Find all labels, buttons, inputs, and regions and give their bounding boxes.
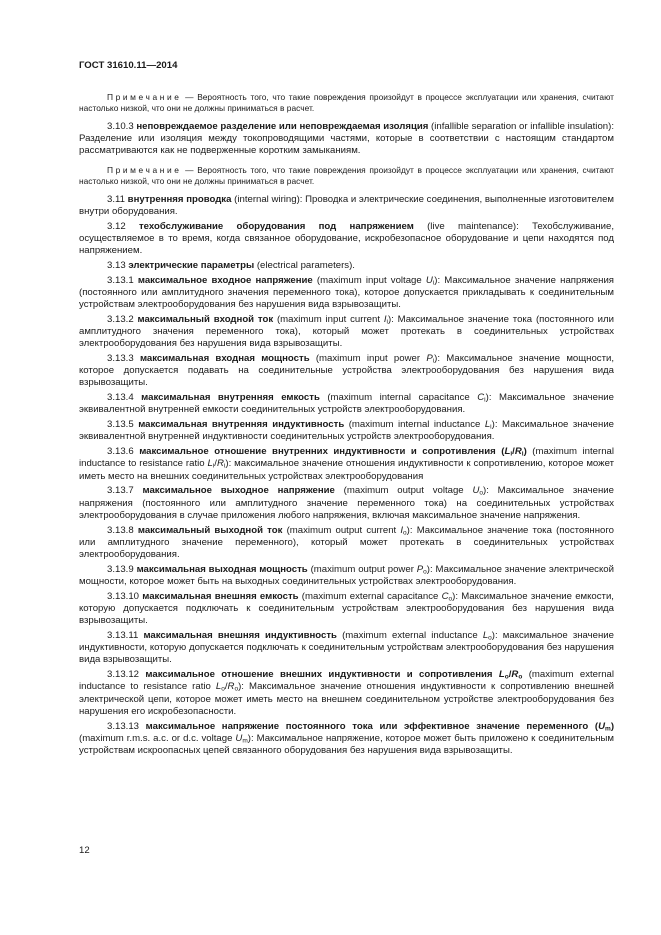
term-3-13-8: 3.13.8 максимальный выходной ток (maximum output current $I_o$): Максимальное значение тока (постоянного или амплитудного значение переменного), который может протекать в соединительных устройствах электрооборудования. [79,524,614,561]
term-3-13: 3.13 электрические параметры (electrical parameters). [107,259,355,271]
term-3-13-3: 3.13.3 максимальная входная мощность (maximum input power $P_i$): Максимальное значение мощности, которое допускается подавать на соединительные устройства электрооборудования без нарушения вида взрывозащиты. [79,353,614,389]
term-title: максимальное напряжение постоянного тока или эффективное значение переменного [145,720,589,732]
note [79,165,614,187]
page-number: 12 [79,845,90,856]
term-3-13-5: 3.13.5 максимальная внутренняя индуктивность (maximum internal inductance $L_i$): Максимальное значение эквивалентной внутренней индуктивности соединительных устройств электрооборудования. [79,419,615,443]
term-title: максимальная внешняя индуктивность [143,630,337,642]
term-3-13-11: 3.13.11 максимальная внешняя индуктивность (maximum external inductance $L_o$): максимальное значение индуктивности, которую допускается подключать к соединительным устройствам электрооборудования без нарушения вида взрывозащиты. [79,630,614,666]
note-label: Примечание [107,164,182,175]
term-3-13-10: 3.13.10 максимальная внешняя емкость (maximum external capacitance $C_o$): Максимальное значение емкости, которую допускается подключать к соединительным устройствам электрооборудования без нарушения вида взрывозащиты. [79,590,614,627]
term-title: техобслуживание оборудования под напряжением [138,220,414,232]
note [79,92,614,114]
term-title: максимальная внутренняя индуктивность [138,419,345,431]
term-3-13-4: 3.13.4 максимальная внутренняя емкость (maximum internal capacitance $C_i$): Максимальное значение эквивалентной внутренней емкости соединительных устройств электрооборудования. [79,392,614,416]
term-3-13-1: 3.13.1 максимальное входное напряжение (maximum input voltage $U_i$): Максимальное значение напряжения (постоянного или амплитудного значения переменного тока), которое допускается прикладывать к соединительным устройствам электрооборудования без нарушения вида взрывозащиты. [79,274,615,311]
term-title: максимальная внешняя емкость [142,590,299,602]
term-3-13-7: 3.13.7 максимальное выходное напряжение (maximum output voltage $U_o$): Максимальное значение напряжения (постоянного или амплитудного значение переменного тока) на соединительных устройствах электрооборудования в случае приложения любого напряжения, включая максимальное значение напряжения. [79,485,614,521]
term-title: максимальное отношение внутренних индуктивности и сопротивления [139,446,496,458]
term-3-13-13: 3.13.13 максимальное напряжение постоянного тока или эффективное значение переменного $(U_m)$ (maximum r.m.s. a.c. or d.c. voltage $U_m$): Максимальное напряжение, которое может быть приложено к соединительным устройствам искроопасных цепей связанного оборудования без нарушения вида взрывозащиты. [79,720,615,757]
term-3-13-6: 3.13.6 максимальное отношение внутренних индуктивности и сопротивления $(L_i/R_i)$ (maximum internal inductance to resistance ratio $L_i/R_i$): максимальное значение отношения индуктивности к сопротивлению, которое может иметь место на внешних соединительных устройствах электрооборудования [79,446,615,482]
term-title: максимальный входной ток [137,313,274,325]
term-3-10-3: 3.10.3 неповреждаемое разделение или неповреждаемая изоляция (infallible separation or infallible insulation): Разделение или изоляция между токопроводящими частями, которые в соответствии с настоящим стандартом рассматриваются как не подверженные коротким замыканиям. [79,121,614,157]
term-3-13-12: 3.13.12 максимальное отношение внешних индуктивности и сопротивления $L_o/R_o$ (maximum external inductance to resistance ratio $L_o/R_o$): Максимальное значение отношения индуктивности к сопротивлению внешней электрической цепи, которое может иметь место на внешнем соединительном устройстве электрооборудования без нарушения его искробезопасности. [79,669,615,717]
term-title: максимальное выходное напряжение [142,485,335,497]
term-title: максимальное входное напряжение [137,274,313,286]
term-title: электрические параметры [128,259,255,271]
term-3-13-9: 3.13.9 максимальная выходная мощность (maximum output power $P_o$): Максимальное значение электрической мощности, которое может быть на выходных соединительных устройствах электрооборудования. [79,563,614,588]
term-3-12: 3.12 техобслуживание оборудования под напряжением (live maintenance): Техобслуживание, осуществляемое в то время, когда связанное оборудование, искробезопасное оборудование и цепи находятся под напряжением. [79,220,614,257]
document-header: ГОСТ 31610.11—2014 [79,60,178,71]
term-title: максимальная выходная мощность [136,563,308,575]
term-3-13-2: 3.13.2 максимальный входной ток (maximum input current $I_i$): Максимальное значение тока (постоянного или амплитудного значения переменного тока), который может протекать в соединительных устройствах электрооборудования без нарушения вида взрывозащиты. [79,313,614,350]
term-title: максимальный выходной ток [137,524,283,536]
term-title: внутренняя проводка [127,193,232,205]
term-title: максимальная входная мощность [139,353,310,365]
note-text: — Вероятность того, что такие повреждения произойдут в процессе эксплуатации или хранения, считают настолько низкой, что они не должны приниматься в расчет. [79,92,614,113]
term-title: максимальная внутренняя емкость [141,392,320,404]
term-title: неповреждаемое разделение или неповреждаемая изоляция [136,121,429,132]
note-label: Примечание [107,92,182,102]
term-3-11: 3.11 внутренняя проводка (internal wiring): Проводка и электрические соединения, выполненные изготовителем внутри оборудования. [79,193,614,217]
document-body [79,92,614,760]
term-title: максимальное отношение внешних индуктивности и сопротивления [145,669,493,681]
note-text: — Вероятность того, что такие повреждения произойдут в процессе эксплуатации или хранения, считают настолько низкой, что они не должны приниматься в расчет. [79,164,614,186]
